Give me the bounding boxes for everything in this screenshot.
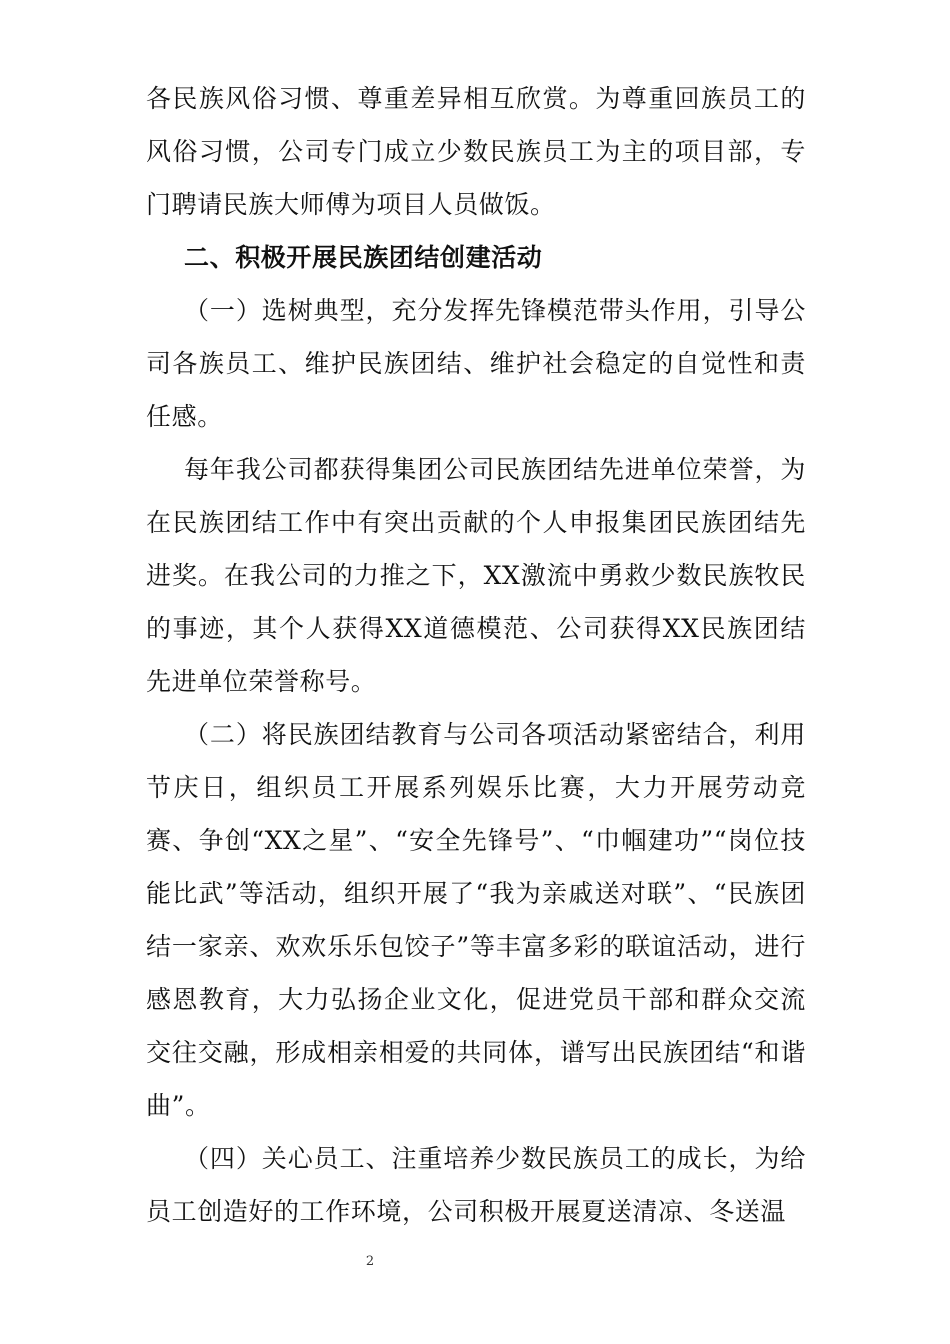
section-heading: 二、积极开展民族团结创建活动 [184,243,543,272]
document-body [146,72,806,1238]
paragraph-item-2: （二）将民族团结教育与公司各项活动紧密结合，利用节庆日，组织员工开展系列娱乐比赛，大力开展劳动竞赛、争创“XX之星”、“安全先锋号”、“巾帼建功”“岗位技能比武”等活动，组织开展了“我为亲戚送对联”、“民族团结一家亲、欢欢乐乐包饺子”等丰富多彩的联谊活动，进行感恩教育，大力弘扬企业文化，促进党员干部和群众交流交往交融，形成相亲相爱的共同体，谱写出民族团结“和谐曲”。 [146,720,806,1120]
paragraph-honors: 每年我公司都获得集团公司民族团结先进单位荣誉，为在民族团结工作中有突出贡献的个人申报集团民族团结先进奖。在我公司的力推之下，XX激流中勇救少数民族牧民的事迹，其个人获得XX道德模范、公司获得XX民族团结先进单位荣誉称号。 [146,455,806,696]
paragraph-continuation: 各民族风俗习惯、尊重差异相互欣赏。为尊重回族员工的风俗习惯，公司专门成立少数民族员工为主的项目部，专门聘请民族大师傅为项目人员做饭。 [146,84,806,219]
paragraph-item-4: （四）关心员工、注重培养少数民族员工的成长，为给员工创造好的工作环境，公司积极开展夏送清凉、冬送温 [146,1144,806,1226]
page-number: 2 [365,1254,375,1269]
paragraph-item-1: （一）选树典型，充分发挥先锋模范带头作用，引导公司各族员工、维护民族团结、维护社会稳定的自觉性和责任感。 [146,296,806,431]
